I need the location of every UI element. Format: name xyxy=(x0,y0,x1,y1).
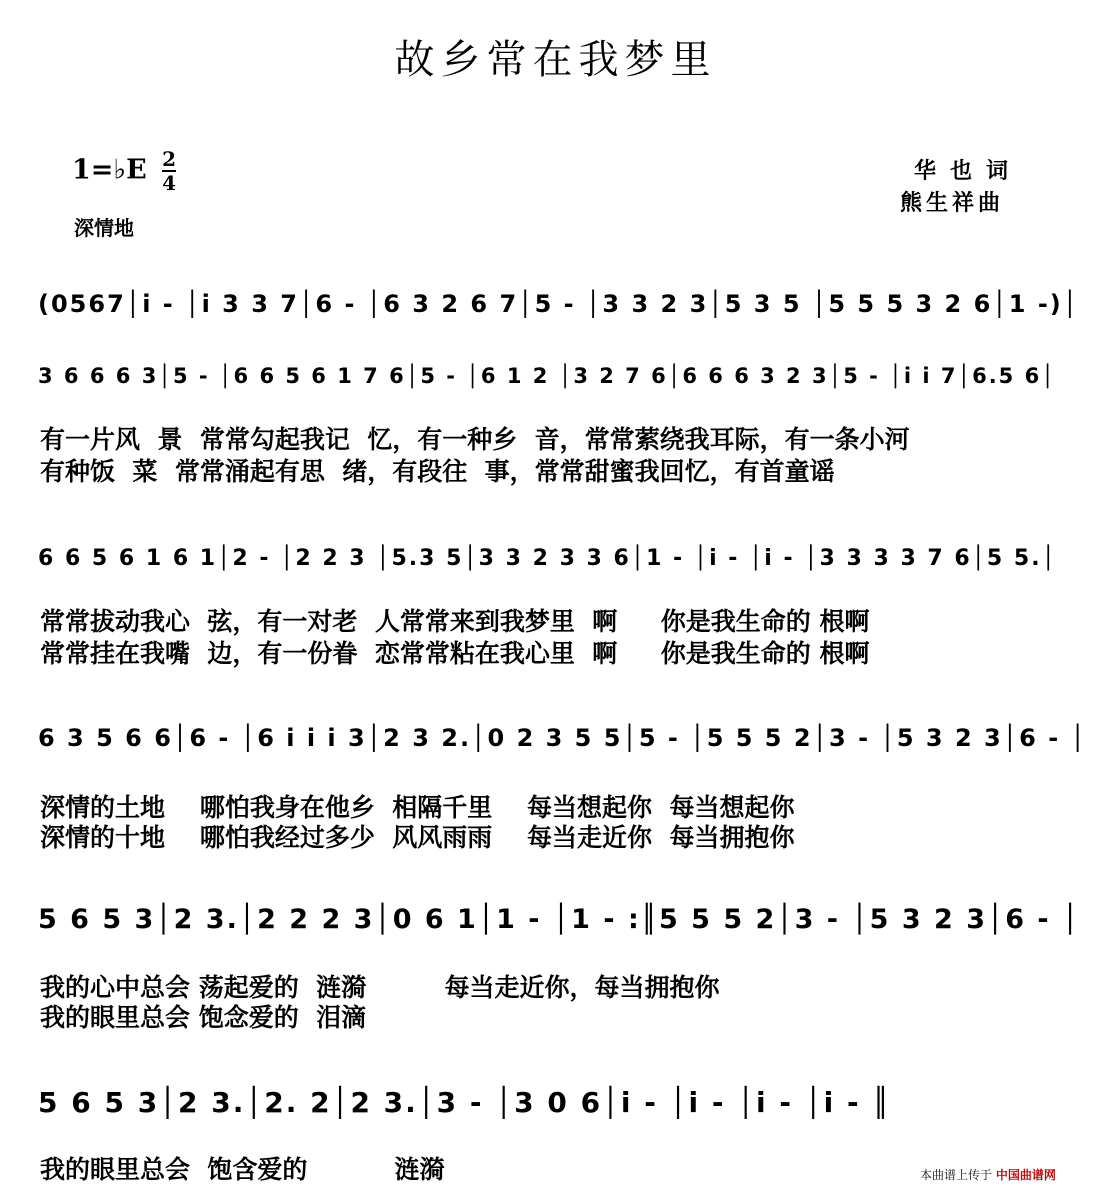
notation-line: 5 6 5 3│2 3.│2. 2│2 3.│3 - │3 0 6│i - │i - │i - │i - ║ xyxy=(38,1086,892,1119)
notation-line: 6 6 5 6 1 6 1│2 - │2 2 3 │5.3 5│3 3 2 3 3 6│1 - │i - │i - │3 3 3 3 7 6│5 5.│ xyxy=(38,546,1057,571)
site-logo[interactable]: 中国曲谱网 xyxy=(995,1168,1056,1182)
credits xyxy=(900,156,1022,220)
time-signature-bottom: 4 xyxy=(162,171,177,195)
lyric-line-1: 我的心中总会 荡起爱的 涟漪 每当走近你，每当拥抱你 xyxy=(40,973,720,1002)
lyricist: 华也词 xyxy=(914,159,1023,184)
lyric-line-2: 深情的十地 哪怕我经过多少 风风雨雨 每当走近你 每当拥抱你 xyxy=(40,823,795,852)
key-signature xyxy=(72,148,176,194)
time-signature xyxy=(162,148,176,194)
upload-credit-prefix: 本曲谱上传于 xyxy=(920,1168,993,1182)
notation-line: (0567│i - │i 3 3 7│6 - │6 3 2 6 7│5 - │3 3 2 3│5 3 5 │5 5 5 3 2 6│1 -)│ xyxy=(38,290,1080,318)
key-label: 1=♭E xyxy=(72,154,147,186)
lyric-line-1: 常常拔动我心 弦，有一对老 人常常来到我梦里 啊 你是我生命的 根啊 xyxy=(40,607,870,636)
notation-line: 6 3 5 6 6│6 - │6 i i i 3│2 3 2.│0 2 3 5 5│5 - │5 5 5 2│3 - │5 3 2 3│6 - │ xyxy=(38,724,1087,752)
notation-line: 3 6 6 6 3│5 - │6 6 5 6 1 7 6│5 - │6 1 2 │3 2 7 6│6 6 6 3 2 3│5 - │i i 7│6.5 6│ xyxy=(38,364,1056,388)
expression-marking: 深情地 xyxy=(74,216,134,240)
lyric-line-1: 有一片风 景 常常勾起我记 忆，有一种乡 音，常常萦绕我耳际，有一条小河 xyxy=(40,425,910,454)
upload-credit xyxy=(920,1166,1056,1183)
lyric-line-2: 我的眼里总会 饱念爱的 泪滴 xyxy=(40,1003,367,1032)
lyric-line-1: 深情的土地 哪怕我身在他乡 相隔千里 每当想起你 每当想起你 xyxy=(40,793,795,822)
lyric-line-1: 我的眼里总会 饱含爱的 涟漪 xyxy=(40,1155,445,1184)
time-signature-top: 2 xyxy=(162,147,177,171)
lyric-line-2: 有种饭 菜 常常涌起有思 绪，有段往 事，常常甜蜜我回忆，有首童谣 xyxy=(40,457,835,486)
page-title: 故乡常在我梦里 xyxy=(394,37,717,83)
lyric-line-2: 常常挂在我嘴 边，有一份眷 恋常常粘在我心里 啊 你是我生命的 根啊 xyxy=(40,639,870,668)
notation-line: 5 6 5 3│2 3.│2 2 2 3│0 6 1│1 - │1 - :║5 5 5 2│3 - │5 3 2 3│6 - │ xyxy=(38,904,1081,935)
composer: 熊生祥曲 xyxy=(900,191,1005,216)
